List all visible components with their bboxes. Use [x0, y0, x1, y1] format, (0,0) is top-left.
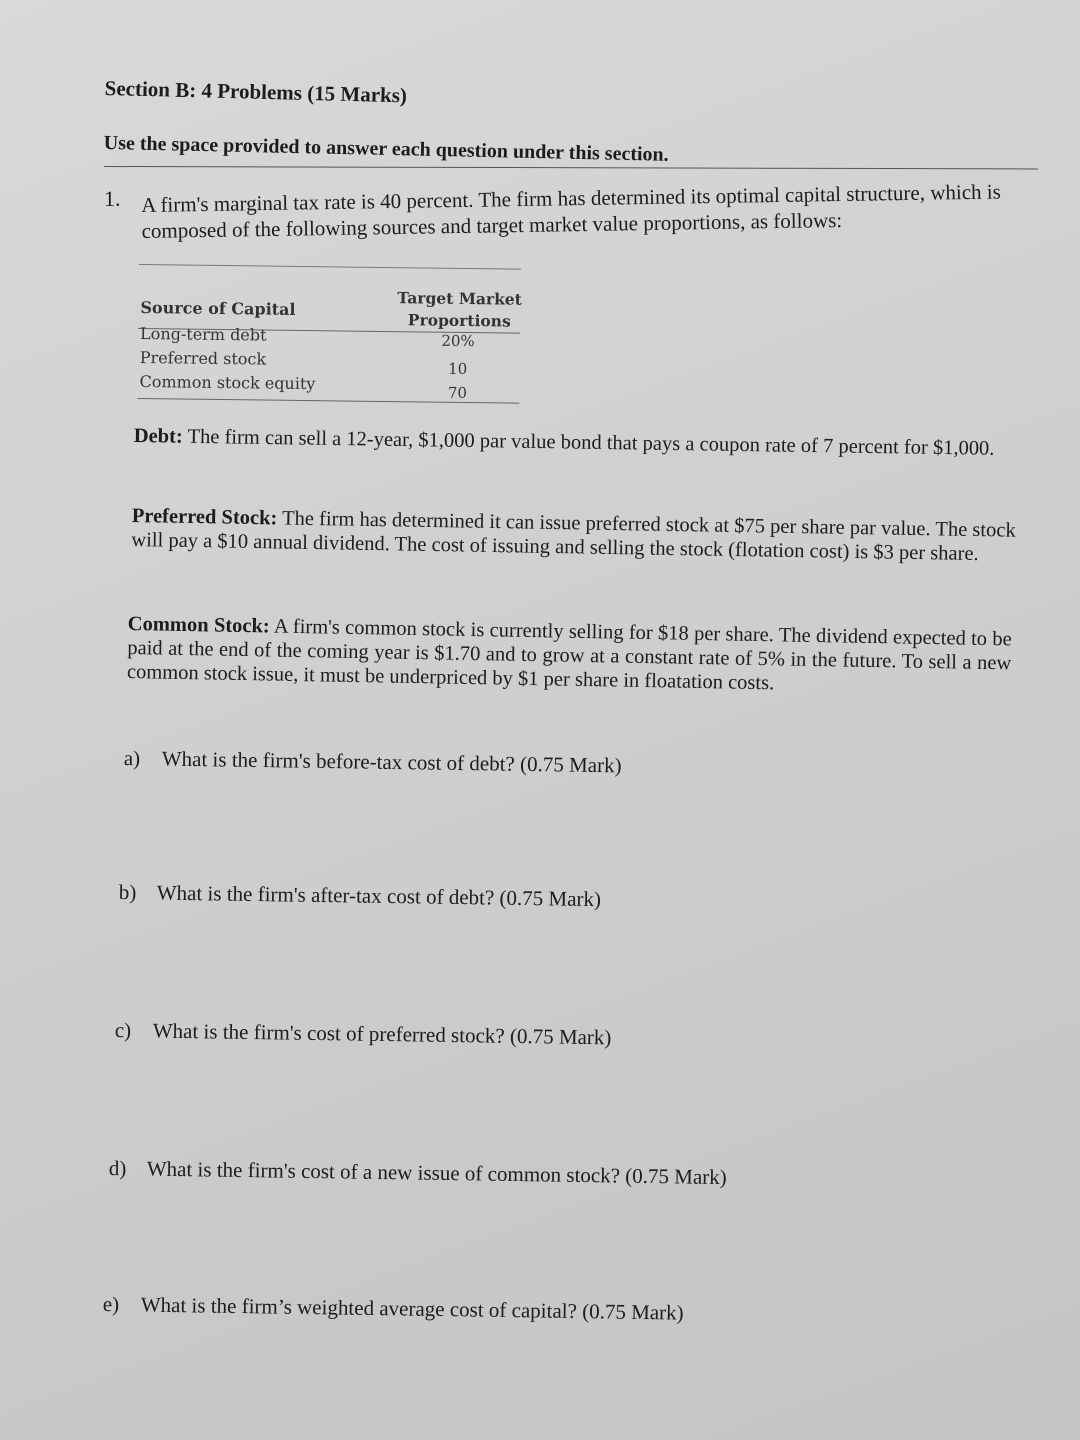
debt-text: The firm can sell a 12-year, $1,000 par value bond that pays a coupon rate of 7 percent for $1,000. [187, 425, 995, 460]
preferred-stock-text: The firm has determined it can issue preferred stock at $75 per share par value. The stock will pay a $10 annual dividend. The cost of issuing and selling the stock (flotation cost) is $3 per share. [131, 507, 1016, 566]
question-intro: A firm's marginal tax rate is 40 percent. The firm has determined its optimal capital structure, which is composed of the following sources and target market value proportions, as follows: [141, 179, 1001, 243]
sub-question-c [115, 1018, 612, 1050]
sub-question-a [124, 746, 622, 778]
preferred-stock-label: Preferred Stock: [131, 504, 278, 530]
sub-question-letter: a) [123, 746, 141, 771]
sub-question-letter: d) [108, 1156, 127, 1181]
preferred-stock-paragraph [131, 504, 1016, 567]
common-stock-text: A firm's common stock is currently selling for $18 per share. The dividend expected to be paid at the end of the coming year is $1.70 and to grow at a constant rate of 5% in the future. To sell a new common stock issue, it must be underpriced by $1 per share in floatation costs. [126, 615, 1012, 695]
table-cell-source: Preferred stock [139, 348, 267, 369]
sub-question-d [109, 1156, 727, 1190]
sub-question-text: What is the firm's before-tax cost of debt? (0.75 Mark) [161, 746, 622, 778]
sub-question-text: What is the firm's after-tax cost of debt? (0.75 Mark) [156, 880, 602, 912]
sub-question-letter: c) [114, 1018, 132, 1043]
table-row [137, 372, 521, 401]
common-stock-label: Common Stock: [127, 612, 270, 638]
sub-question-text: What is the firm's cost of a new issue of common stock? (0.75 Mark) [146, 1156, 727, 1190]
table-cell-value: 70 [447, 383, 468, 403]
sub-question-letter: e) [102, 1292, 120, 1317]
capital-structure-table [137, 262, 523, 417]
common-stock-paragraph [127, 612, 1012, 699]
table-cell-source: Common stock equity [139, 372, 316, 394]
table-header-source: Source of Capital [140, 298, 296, 319]
sub-question-letter: b) [118, 880, 137, 905]
sub-question-e [103, 1292, 684, 1326]
question-number: 1. [104, 186, 121, 211]
sub-question-text: What is the firm’s weighted average cost of capital? (0.75 Mark) [140, 1292, 684, 1325]
table-cell-source: Long-term debt [140, 324, 267, 345]
sub-question-text: What is the firm's cost of preferred stock? (0.75 Mark) [152, 1018, 612, 1050]
section-instructions: Use the space provided to answer each question under this section. [103, 132, 669, 166]
table-header-target: Target Market Proportions [397, 288, 523, 331]
table-top-rule [139, 264, 521, 270]
table-cell-value: 10 [448, 359, 468, 379]
table-cell-value: 20% [441, 331, 475, 351]
instructions-divider [104, 166, 1038, 169]
section-title: Section B: 4 Problems (15 Marks) [104, 76, 408, 108]
debt-label: Debt: [133, 424, 183, 448]
sub-question-b [119, 880, 602, 912]
debt-paragraph [134, 424, 1018, 461]
